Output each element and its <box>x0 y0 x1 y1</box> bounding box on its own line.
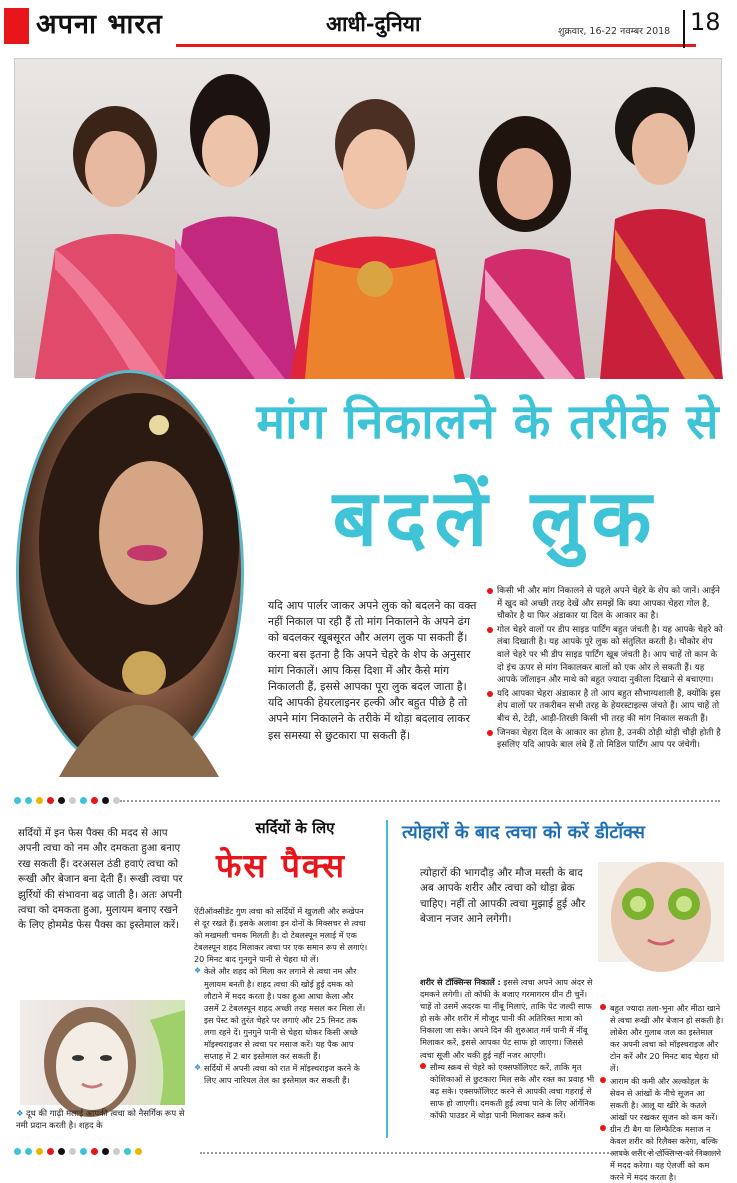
tip-item: गोल चेहरे वालों पर डीप साइड पार्टिंग बहुत जंचती है। यह आपके चेहरे को लंबा दिखाती है। यह आपके पूरे लुक को संतुलित करती है। चौकोर शेप वाले चेहरे पर भी डीप साइड पार्टिंग खूब जंचती है। आप चाहें तो कान के दो इंच ऊपर से मांग निकालकर बालों को एक ओर ले सकती हैं। यह आपके जॉलाइन और माथे को बहुत ज्यादा नुकीला दिखाने से बचाएगा। <box>487 624 723 687</box>
footer-dots <box>14 1146 142 1156</box>
detox-lead: शरीर से टॉक्सिन्स निकालें : <box>420 977 501 987</box>
detox-item: सौम्य स्क्रब से चेहरे को एक्सफॉलिएट करें, ताकि मृत कोशिकाओं से छुटकारा मिल सके और रक्त का प्रवाह भी बढ़ सके। एक्सफॉलिएट करने से आपकी त्वचा गहराई से साफ हो जाएगी। दमकती हुई त्वचा पाने के लिए ऑर्गेनिक कॉफी पाउडर में थोड़ा पानी मिलाकर स्क्रब करें। <box>420 1061 595 1121</box>
detox-item: आराम की कमी और अल्कोहल के सेवन से आंखों के नीचे सूजन आ सकती है। आलू या खीरे के कतले आंखों पर रखकर सूजन को कम करें। <box>600 1075 724 1123</box>
group-of-women-in-sarees-photo <box>15 59 723 379</box>
detox-paragraph: इससे त्वचा अपने आप अंदर से दमकने लगेगी। तो कॉफी के बजाए गरमागरम ग्रीन टी चुनें। चाहें तो उसमें अदरक या नींबू मिलाएं, ताकि पेट जल्दी साफ हो सके और शरीर में मौजूद पानी की अतिरिक्त मात्रा को निकाला जा सके। अपने दिन की शुरुआत गर्म पानी में नींबू मिलाकर करें, इससे आपका पेट साफ हो जाएगा। जिससे त्वचा सूजी और थकी हुई नहीं नजर आएगी। <box>420 977 593 1060</box>
headline-line-2: बदलें लुक <box>332 474 660 564</box>
headline-line-1: मांग निकालने के तरीके से <box>256 394 720 450</box>
facepack-heading: फेस पैक्स <box>215 846 347 885</box>
detox-column-1 <box>420 976 595 1121</box>
section-divider <box>120 800 720 802</box>
detox-item: ग्रीन टी बैग या लिम्फैटिक मसाज न केवल शरीर को रिलैक्स करेगा, बल्कि आपके शरीर से टॉक्सिन्स को निकालने में मदद करेगा। यह ऐलर्जी को कम करने में मदद करता है। <box>600 1123 724 1183</box>
page-number: 18 <box>690 8 721 36</box>
detox-item: बहुत ज्यादा तला-भुना और मीठा खाने से त्वचा रूखी और बेजान हो सकती है। लोबेरा और गुलाब जल का इस्तेमाल कर अपनी त्वचा को मॉइस्चराइज और टोन करें और 20 मिनट बाद चेहरा धो लें। <box>600 1002 724 1075</box>
facepack-intro: सर्दियों में इन फेस पैक्स की मदद से आप अपनी त्वचा को नम और दमकता हुआ बनाए रख सकती हैं। दरअसल ठंडी हवाएं त्वचा को रूखी और बेजान बना देती हैं। रूखी त्वचा पर झुर्रियों की संभावना बढ़ जाती है। अतः अपनी त्वचा को दमकता हुआ, मुलायम बनाए रखने के लिए होममेड फेस पैक्स का इस्तेमाल करें। <box>18 828 183 932</box>
tips-list <box>487 585 723 753</box>
detox-column-2 <box>600 1002 724 1183</box>
group-photo <box>14 58 722 378</box>
detox-heading: त्योहारों के बाद त्वचा को करें डीटॉक्स <box>402 822 645 843</box>
tip-item: यदि आपका चेहरा अंडाकार है तो आप बहुत सौभाग्यशाली हैं, क्योंकि इस शेप वालों पर तकरीबन सभी तरह के हेयरस्टाइल्स जंचते हैं। आप चाहें तो बीच से, टेढ़ी, आड़ी-तिरछी किसी भी तरह की मांग निकाल सकती हैं। <box>487 688 723 726</box>
bride-portrait-image <box>19 373 247 777</box>
logo-mark <box>4 8 29 44</box>
detox-intro: त्योहारों की भागदौड़ और मौज मस्ती के बाद अब आपके शरीर और त्वचा को थोड़ा ब्रेक चाहिए। नहीं तो आपकी त्वचा मुझाई हुई और बेजान नजर आने लगेगी। <box>420 867 586 926</box>
tip-item: किसी भी और मांग निकालने से पहले अपने चेहरे के शेप को जानें। आईने में खुद को अच्छी तरह देखें और समझें कि क्या आपका चेहरा गोल है, चौकोर है या फिर अंडाकार या दिल के आकार का है। <box>487 585 723 623</box>
facepack-item: ❖ केले और शहद को मिला कर लगाने से त्वचा नम और मुलायम बनती है। शहद त्वचा की खोई हुई दमक को लौटाने में मदद करता है। पका हुआ आधा केला और उसमें 2 टेबलस्पून शहद अच्छी तरह मसल कर मिला लें। इस पेस्ट को तुरंत चेहरे पर लगाएं और 25 मिनट तक लगा रहने दें। गुनगुने पानी से चेहरा धोकर किसी अच्छे मॉइस्चराइजर से त्वचा पर मसाज करें। यह पैक आप सप्ताह में 2 बार इस्तेमाल कर सकती हैं। <box>194 965 368 1062</box>
face-mask-photo <box>20 1000 185 1105</box>
kiwi-eyes-photo <box>598 862 724 962</box>
issue-date: शुक्रवार, 16-22 नवम्बर 2018 <box>558 26 671 37</box>
facepack-item: ❖ सर्दियों में अपनी त्वचा को रात में मॉइस्चराइज करने के लिए आप नारियल तेल का इस्तेमाल कर सकती हैं। <box>194 1062 368 1086</box>
newspaper-logo: अपना भारत <box>36 9 163 40</box>
footer-rule <box>200 1152 720 1154</box>
tip-item: जिनका चेहरा दिल के आकार का होता है, उनकी ठोड़ी थोड़ी चौड़ी होती है इसलिए यदि आपके बाल लंबे हैं तो मिडिल पार्टिंग आप पर जंचेगी। <box>487 727 723 752</box>
section-title: आधी-दुनिया <box>326 11 421 36</box>
bride-portrait-photo <box>16 370 244 774</box>
header-rule <box>176 44 696 47</box>
header-separator <box>683 10 685 48</box>
intro-paragraph: यदि आप पार्लर जाकर अपने लुक को बदलने का वक्त नहीं निकाल पा रही हैं तो मांग निकालने के अपने ढंग को बदलकर खूबसूरत और अलग लुक पा सकती हैं। करना बस इतना है कि अपने चेहरे के शेप के अनुसार मांग निकालें। आप किस दिशा में और कैसे मांग निकालती हैं, इससे आपका पूरा लुक बदल जाता है। यदि आपकी हेयरलाइनर हल्की और बहुत पीछे है तो अपने मांग निकालने के तरीके में थोड़ा बदलाव लाकर इस समस्या से छुटकारा पा सकती हैं। <box>268 599 477 742</box>
facepack-body <box>194 905 368 1086</box>
woman-with-kiwi-slices-image <box>598 862 724 962</box>
divider-dots <box>14 795 120 805</box>
woman-with-face-mask-image <box>20 1000 185 1105</box>
facepack-caption: ❖ दूध की गाढ़ी मलाई आपकी त्वचा को नैसर्गिक रूप से नमी प्रदान करती है। शहद के <box>16 1107 186 1132</box>
column-divider <box>386 820 388 1138</box>
facepack-subheading: सर्दियों के लिए <box>255 819 335 837</box>
facepack-paragraph: ऐंटीऑक्सीडेंट गुण त्वचा को सर्दियों में खुजली और रूखेपन से दूर रखते हैं। इसके अलावा इन दोनों के मिक्सचर से त्वचा को मखमली चमक मिलती है। दो टेबलस्पून मलाई में एक टेबलस्पून शहद मिलाकर त्वचा पर एक समान रूप से लगाएं। 20 मिनट बाद गुनगुने पानी से चेहरा धो लें। <box>194 906 368 965</box>
